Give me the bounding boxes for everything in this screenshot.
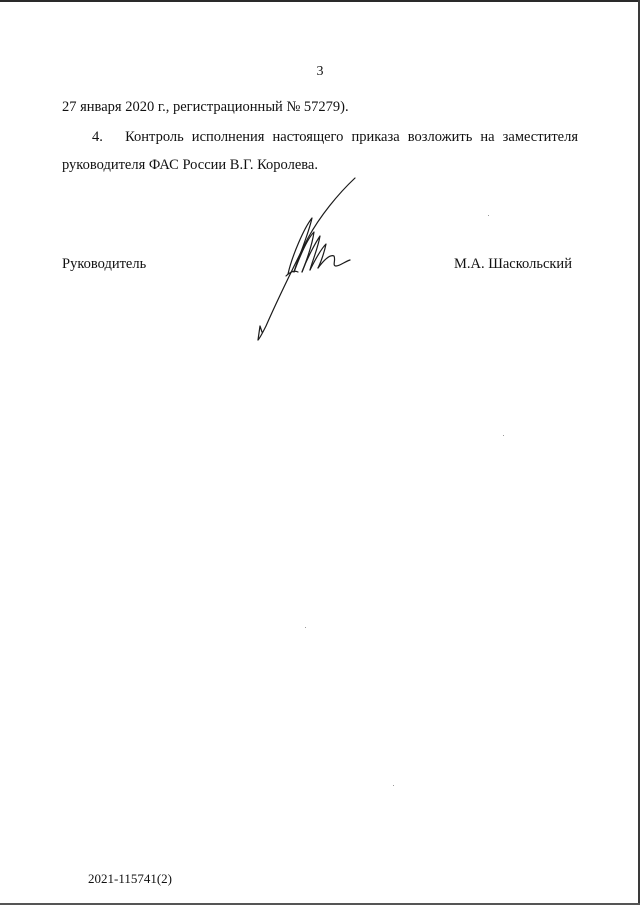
document-registration-number: 2021-115741(2) bbox=[88, 871, 173, 886]
item-text: Контроль исполнения настоящего приказа возложить на заместителя руководителя ФАС России В.Г. Королева. bbox=[62, 129, 579, 173]
item-number: 4. bbox=[92, 129, 103, 145]
signatory-name: М.А. Шаскольский bbox=[454, 256, 572, 272]
paragraph-item-4 bbox=[62, 123, 578, 179]
handwritten-signature bbox=[250, 176, 360, 342]
scan-speck bbox=[393, 785, 394, 786]
scan-speck bbox=[503, 435, 504, 436]
scan-speck bbox=[488, 215, 489, 216]
page-number: 3 bbox=[316, 64, 324, 79]
scan-speck bbox=[305, 627, 306, 628]
signature-loop-1 bbox=[288, 218, 312, 274]
signatory-title: Руководитель bbox=[62, 256, 147, 272]
scan-edge-top bbox=[0, 0, 640, 2]
signature-base bbox=[286, 271, 298, 276]
paragraph-continuation: 27 января 2020 г., регистрационный № 57279). bbox=[62, 99, 349, 115]
